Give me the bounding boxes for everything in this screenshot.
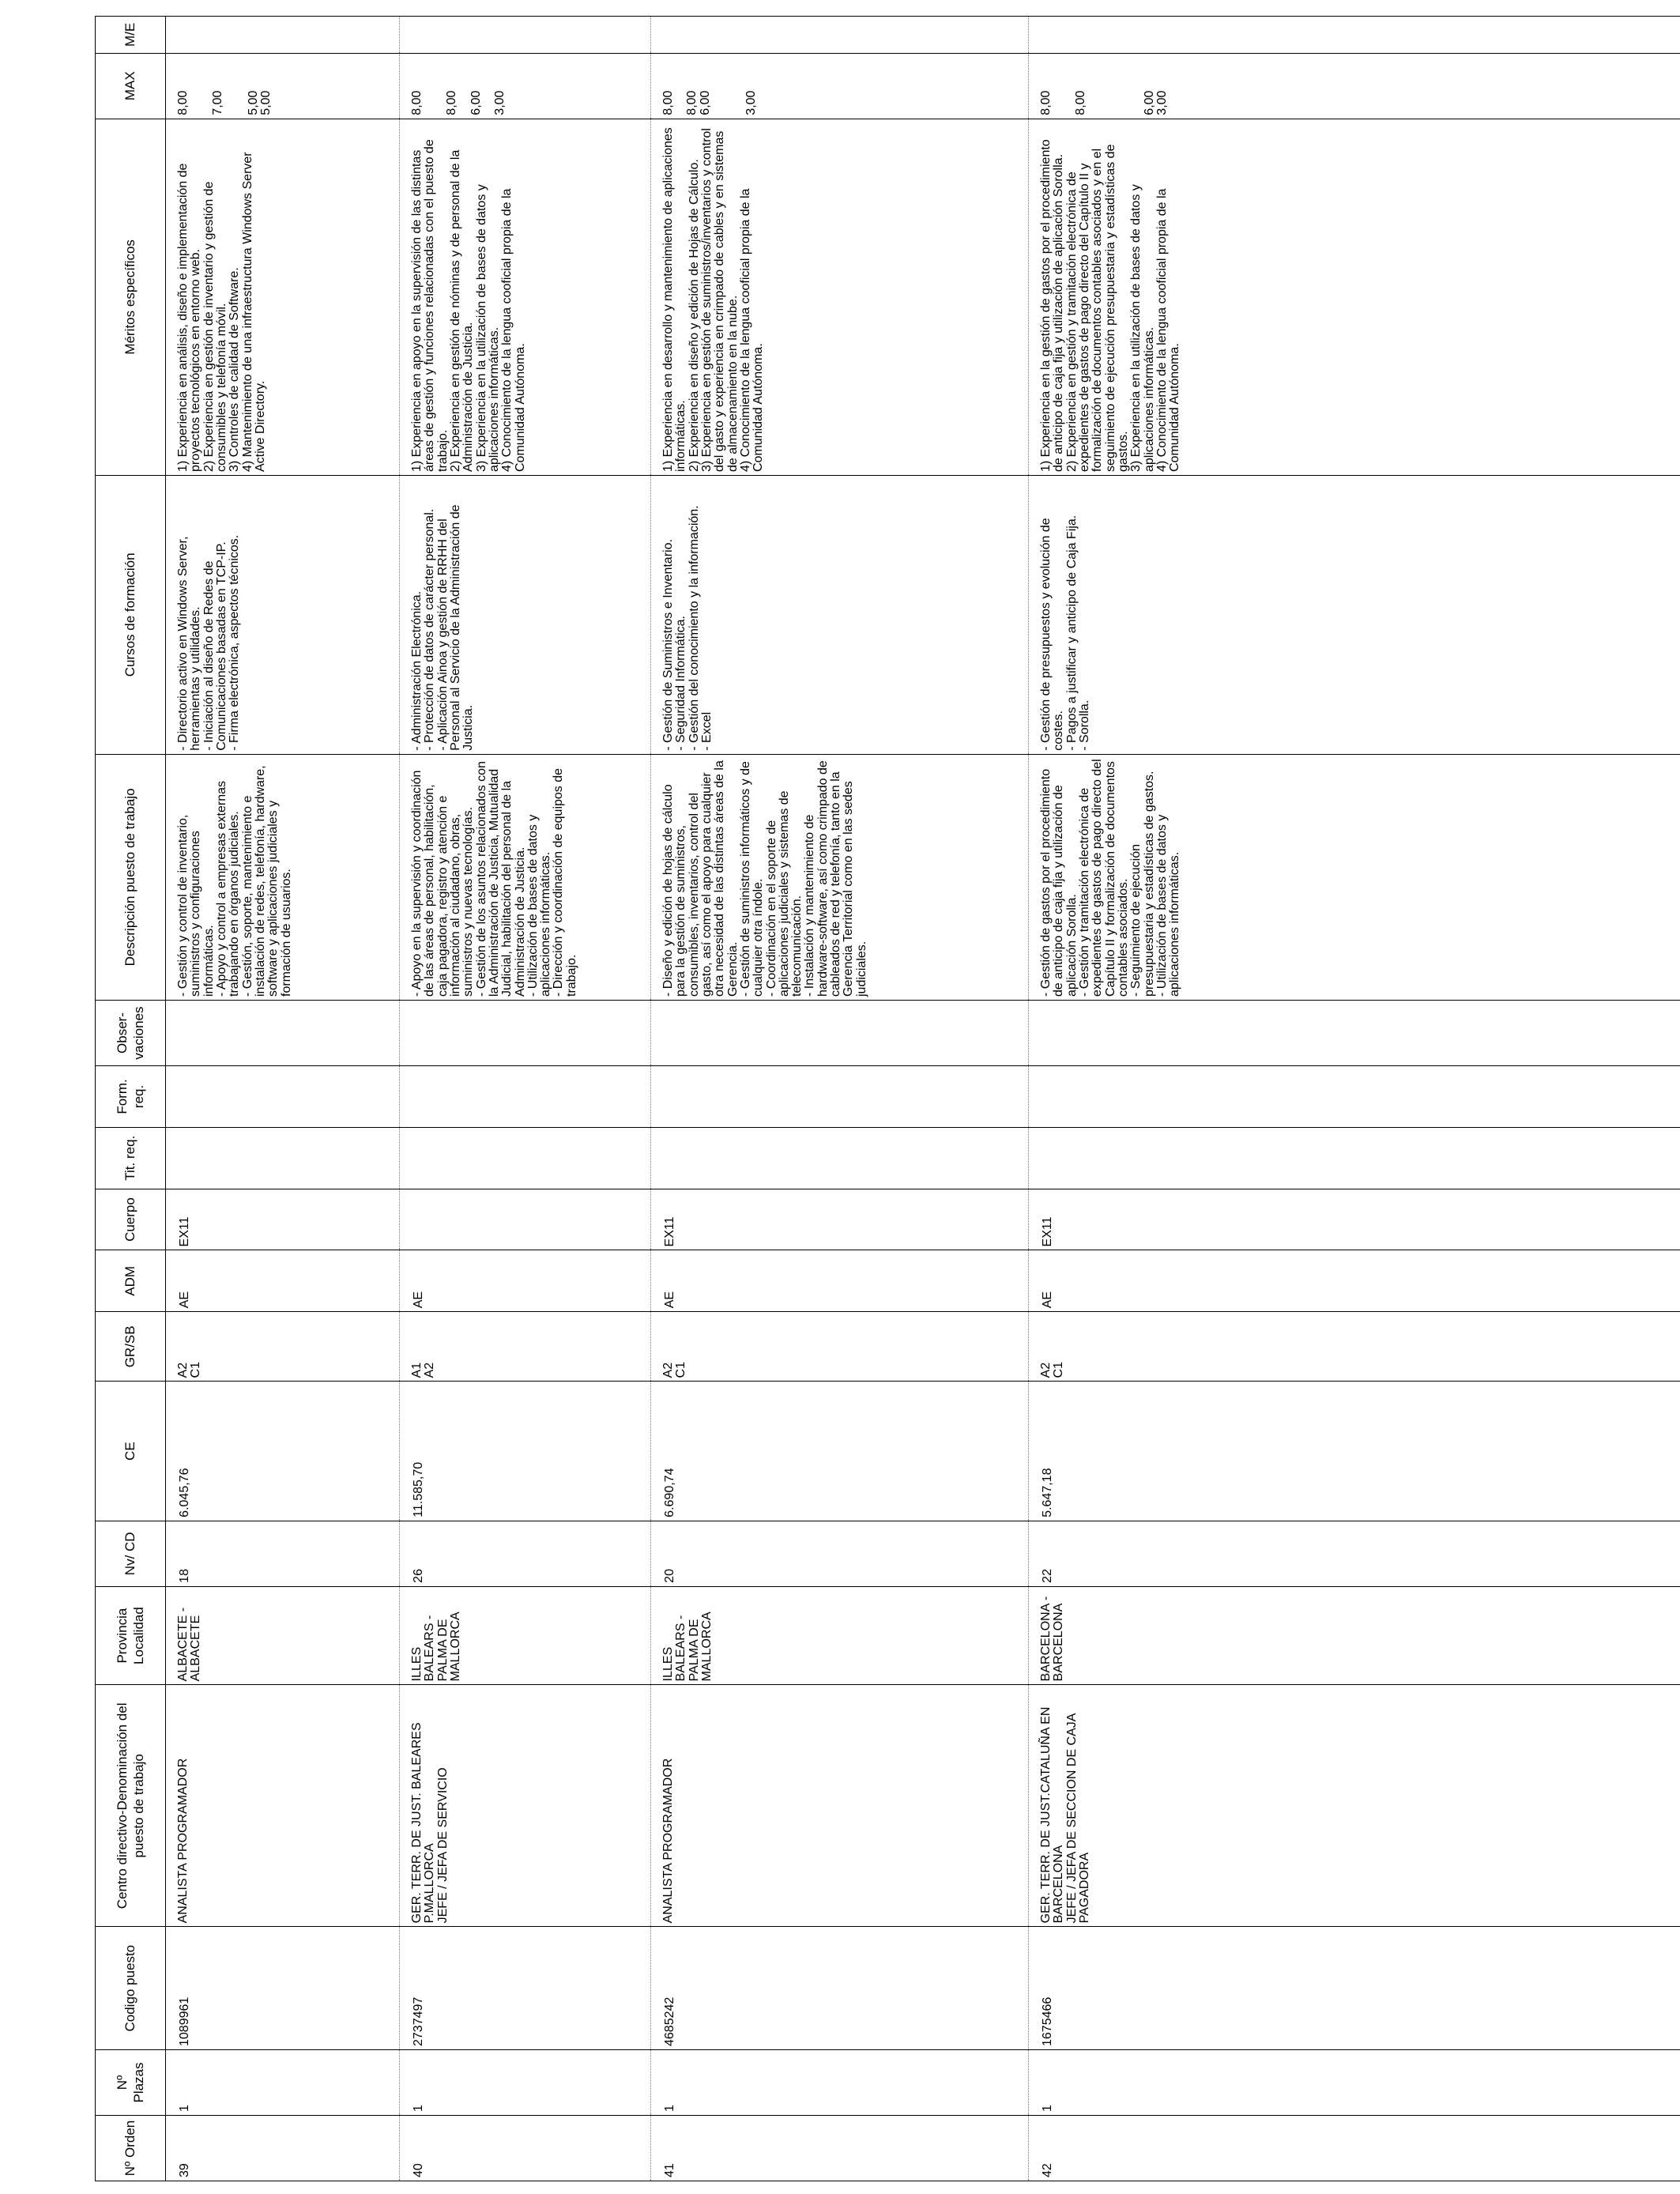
cuerpo-cell: EX11	[1029, 1189, 1680, 1250]
ce-cell: 5.647,18	[1029, 1382, 1680, 1521]
orden-cell: 41	[651, 2116, 1029, 2181]
descripcion-cell: - Gestión y control de inventario, suministros y configuraciones informáticas. - Apoyo y control a empresas externas trabajando en órganos judiciales. - Gestión, soporte, mantenimiento e instalación de redes, telefonía, hardware, software y aplicaciones judiciales y formación de usuarios.	[166, 754, 400, 1000]
merito-max: 6,00	[469, 90, 483, 115]
adm-cell: AE	[166, 1250, 400, 1312]
merito-text: 3) Experiencia en la utilización de bases de datos y aplicaciones informáticas.	[1129, 184, 1156, 472]
merito-max: 3,00	[492, 90, 507, 115]
cursos-cell: - Gestión de Suministros e Inventario. - Seguridad Informática. - Gestión del conocimiento y la información. - Excel	[651, 476, 1029, 755]
codigo-cell: 4685242	[651, 1927, 1029, 2050]
merito-text: 2) Experiencia en gestión de nóminas y de personal de la Administración de Justicia.	[448, 149, 476, 472]
nivel-cell: 26	[400, 1521, 651, 1586]
header-cursos: Cursos de formación	[96, 476, 166, 755]
provincia-cell: BARCELONA - BARCELONA	[1029, 1586, 1680, 1685]
header-centro: Centro directivo-Denominación del puesto de trabajo	[96, 1685, 166, 1927]
merito-text: 1) Experiencia en desarrollo y mantenimiento de aplicaciones informáticas.	[661, 127, 688, 472]
header-cuerpo: Cuerpo	[96, 1189, 166, 1250]
me-cell	[651, 17, 1029, 54]
orden-cell: 39	[166, 2116, 400, 2181]
meritos-cell	[166, 119, 400, 475]
codigo-cell: 1089961	[166, 1927, 400, 2050]
form-cell	[400, 1066, 651, 1128]
cursos-cell: - Directorio activo en Windows Server, herramientas y utilidades. - Iniciación al diseño de Redes de Comunicaciones basadas en TCP-IP. - Firma electrónica, aspectos técnicos.	[166, 476, 400, 755]
rotated-page	[95, 16, 1675, 2181]
form-cell	[166, 1066, 400, 1128]
adm-cell: AE	[651, 1250, 1029, 1312]
centro-cell	[400, 1685, 651, 1927]
centro-directivo: GER. TERR. DE JUST.CATALUÑA EN BARCELONA	[1039, 1706, 1066, 1924]
puesto-denominacion: ANALISTA PROGRAMADOR	[661, 1758, 675, 1924]
header-obs: Obser- vaciones	[96, 1001, 166, 1066]
codigo-cell: 2737497	[400, 1927, 651, 2050]
max-cell	[400, 53, 651, 119]
provincia-cell: ALBACETE - ALBACETE	[166, 1586, 400, 1685]
obs-cell	[166, 1001, 400, 1066]
merito-max: 8,00	[445, 90, 459, 115]
merito-text: 4) Conocimiento de la lengua cooficial propia de la Comunidad Autónoma.	[1155, 188, 1182, 472]
merito-text: 2) Experiencia en gestión de inventario y gestión de consumibles y telefonía móvil.	[202, 181, 228, 472]
centro-cell	[1029, 1685, 1680, 1927]
merito-max: 8,00	[1039, 90, 1053, 115]
merito-max: 6,00	[1142, 90, 1156, 115]
max-cell	[651, 53, 1029, 119]
cuerpo-cell	[400, 1189, 651, 1250]
obs-cell	[400, 1001, 651, 1066]
table-row	[651, 17, 1029, 2181]
tit-cell	[1029, 1127, 1680, 1189]
descripcion-cell: - Apoyo en la supervisión y coordinación de las áreas de personal, habilitación, caja pagadora, registro y atención e información al ciudadano, obras, suministros y nuevas tecnologías. - Gestión de los asuntos relacionados con la Administración de Justicia, Mutualidad Judicial, habilitación del personal de la Administración de Justicia. - Utilización de bases de datos y aplicaciones informáticas. - Dirección y coordinación de equipos de trabajo.	[400, 754, 651, 1000]
merito-text: 4) Conocimiento de la lengua cooficial propia de la Comunidad Autónoma.	[500, 188, 527, 472]
header-nivel: Nv/ CD	[96, 1521, 166, 1586]
me-cell	[166, 17, 400, 54]
cuerpo-cell: EX11	[166, 1189, 400, 1250]
nivel-cell: 18	[166, 1521, 400, 1586]
merito-text: 1) Experiencia en análisis, diseño e implementación de proyectos tecnológicos en entorno web.	[176, 163, 203, 472]
header-row	[96, 17, 166, 2181]
me-cell	[1029, 17, 1680, 54]
merito-max: 8,00	[410, 90, 424, 115]
ce-cell: 6.045,76	[166, 1382, 400, 1521]
header-form: Form. req.	[96, 1066, 166, 1128]
cursos-cell: - Gestión de presupuestos y evolución de costes. - Pagos a justificar y anticipo de Caja Fija. - Sorolla.	[1029, 476, 1680, 755]
merito-text: 3) Controles de calidad de Software.	[228, 267, 242, 472]
puesto-denominacion: JEFE / JEFA DE SECCION DE CAJA PAGADORA	[1064, 1713, 1091, 1924]
header-plazas: Nº Plazas	[96, 2050, 166, 2116]
puesto-denominacion: JEFE / JEFA DE SERVICIO	[435, 1767, 450, 1924]
merito-max: 7,00	[211, 90, 225, 115]
merito-text: 1) Experiencia en apoyo en la supervisión de las distintas áreas de gestión y funciones relacionadas con el puesto de trabajo.	[410, 139, 450, 472]
grsb-cell: A2 C1	[1029, 1312, 1680, 1382]
centro-cell	[166, 1685, 400, 1927]
header-max: MAX	[96, 53, 166, 119]
header-provincia: Provincia Localidad	[96, 1586, 166, 1685]
adm-cell: AE	[1029, 1250, 1680, 1312]
merito-text: 1) Experiencia en la gestión de gastos por el procedimiento de anticipo de caja fija y utilización de aplicación Sorolla.	[1039, 139, 1066, 472]
ce-cell: 11.585,70	[400, 1382, 651, 1521]
puesto-denominacion: ANALISTA PROGRAMADOR	[176, 1758, 190, 1924]
me-cell	[400, 17, 651, 54]
merito-max: 3,00	[744, 90, 758, 115]
plazas-cell: 1	[400, 2050, 651, 2116]
header-adm: ADM	[96, 1250, 166, 1312]
nivel-cell: 22	[1029, 1521, 1680, 1586]
merito-max: 8,00	[685, 90, 699, 115]
plazas-cell: 1	[1029, 2050, 1680, 2116]
provincia-cell: ILLES BALEARS - PALMA DE MALLORCA	[651, 1586, 1029, 1685]
centro-cell	[651, 1685, 1029, 1927]
header-tit: Tit. req.	[96, 1127, 166, 1189]
header-me: M/E	[96, 17, 166, 54]
merito-text: 4) Mantenimiento de una infraestructura Windows Server Active Directory.	[240, 152, 267, 472]
grsb-cell: A2 C1	[651, 1312, 1029, 1382]
merito-max: 5,00	[246, 90, 260, 115]
merito-text: 3) Experiencia en la utilización de bases de datos y aplicaciones informáticas.	[474, 184, 501, 472]
table-row	[1029, 17, 1680, 2181]
table-row	[166, 17, 400, 2181]
meritos-cell	[1029, 119, 1680, 475]
meritos-cell	[651, 119, 1029, 475]
plazas-table	[95, 16, 1680, 2181]
provincia-cell: ILLES BALEARS - PALMA DE MALLORCA	[400, 1586, 651, 1685]
header-codigo: Codigo puesto	[96, 1927, 166, 2050]
grsb-cell: A1 A2	[400, 1312, 651, 1382]
max-cell	[166, 53, 400, 119]
merito-max: 8,00	[176, 90, 190, 115]
merito-max: 8,00	[1074, 90, 1088, 115]
cuerpo-cell: EX11	[651, 1189, 1029, 1250]
merito-max: 8,00	[661, 90, 675, 115]
grsb-cell: A2 C1	[166, 1312, 400, 1382]
meritos-cell	[400, 119, 651, 475]
orden-cell: 42	[1029, 2116, 1680, 2181]
merito-text: 2) Experiencia en gestión y tramitación electrónica de expedientes de gastos de pago directo del Capítulo II y formalización de documentos contables asociados y en el seguimiento de ejecución presupuestaria y estadísticas de gastos.	[1064, 144, 1130, 472]
merito-text: 3) Experiencia en gestión de suministros/inventarios y control del gasto y experiencia en crimpado de cables y en sistemas de almacenamiento en la nube.	[699, 128, 740, 472]
descripcion-cell: - Gestión de gastos por el procedimiento de anticipo de caja fija y utilización de aplicación Sorolla. - Gestión y tramitación electrónica de expedientes de gastos de pago directo del Capítulo II y formalización de documentos contables asociados. - Seguimiento de ejecución presupuestaria y estadísticas de gastos. - Utilización de bases de datos y aplicaciones informáticas.	[1029, 754, 1680, 1000]
header-grsb: GR/SB	[96, 1312, 166, 1382]
tit-cell	[651, 1127, 1029, 1189]
table-row	[400, 17, 651, 2181]
plazas-cell: 1	[651, 2050, 1029, 2116]
codigo-cell: 1675466	[1029, 1927, 1680, 2050]
tit-cell	[166, 1127, 400, 1189]
merito-max: 5,00	[258, 90, 273, 115]
header-orden: Nº Orden	[96, 2116, 166, 2181]
merito-text: 2) Experiencia en diseño y edición de Hojas de Cálculo.	[687, 159, 701, 472]
adm-cell: AE	[400, 1250, 651, 1312]
plazas-cell: 1	[166, 2050, 400, 2116]
ce-cell: 6.690,74	[651, 1382, 1029, 1521]
orden-cell: 40	[400, 2116, 651, 2181]
centro-directivo: GER. TERR. DE JUST. BALEARES P.MALLORCA	[410, 1722, 437, 1924]
descripcion-cell: - Diseño y edición de hojas de cálculo para la gestión de suministros, consumibles, inventarios, control del gasto, así como el apoyo para cualquier otra necesidad de las distintas áreas de la Gerencia. - Gestión de suministros informáticos y de cualquier otra índole. - Coordinación en el soporte de aplicaciones judiciales y sistemas de telecomunicación. - Instalación y mantenimiento de hardware-software, así como crimpado de cableados de red y telefonía, tanto en la Gerencia Territorial como en las sedes judiciales.	[651, 754, 1029, 1000]
header-ce: CE	[96, 1382, 166, 1521]
tit-cell	[400, 1127, 651, 1189]
obs-cell	[651, 1001, 1029, 1066]
max-cell	[1029, 53, 1680, 119]
header-meritos: Méritos específicos	[96, 119, 166, 475]
merito-max: 3,00	[1155, 90, 1169, 115]
obs-cell	[1029, 1001, 1680, 1066]
header-descripcion: Descripción puesto de trabajo	[96, 754, 166, 1000]
merito-text: 4) Conocimiento de la lengua cooficial propia de la Comunidad Autónoma.	[738, 188, 766, 472]
merito-max: 6,00	[698, 90, 712, 115]
form-cell	[1029, 1066, 1680, 1128]
form-cell	[651, 1066, 1029, 1128]
nivel-cell: 20	[651, 1521, 1029, 1586]
cursos-cell: - Administración Electrónica. - Protección de datos de carácter personal. - Aplicación Ainoa y gestión de RRHH del Personal al Servicio de la Administración de Justicia.	[400, 476, 651, 755]
